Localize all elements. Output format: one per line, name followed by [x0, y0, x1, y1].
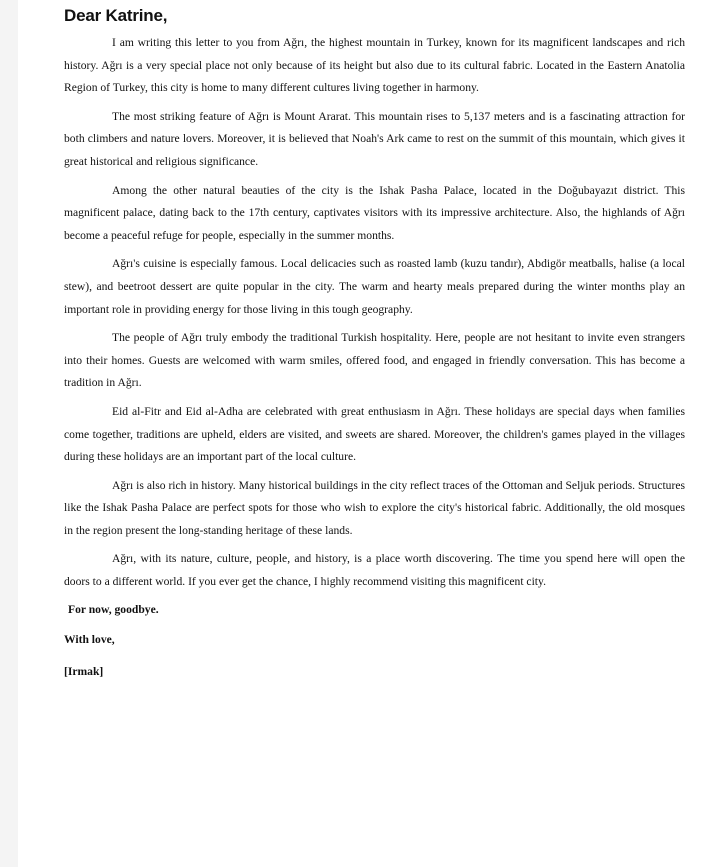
letter-sign-off: With love,: [64, 632, 115, 646]
letter-paragraph-natural-beauties: Among the other natural beauties of the city is the Ishak Pasha Palace, located in the Doğubayazıt district. This magnificent palace, dating back to the 17th century, captivates visitors with its impressive architecture. Also, the highlands of Ağrı become a peaceful refuge for people, especially in the summer months.: [64, 183, 685, 242]
letter-signature: [Irmak]: [64, 664, 104, 678]
letter-paragraph-intro: I am writing this letter to you from Ağrı, the highest mountain in Turkey, known for its magnificent landscapes and rich history. Ağrı is a very special place not only because of its height but also due to its cultural fabric. Located in the Eastern Anatolia Region of Turkey, this city is home to many different cultures living together in harmony.: [64, 36, 685, 95]
letter-paragraph-cuisine: Ağrı's cuisine is especially famous. Local delicacies such as roasted lamb (kuzu tandır), Abdigör meatballs, halise (a local stew), and beetroot dessert are quite popular in the city. The warm and hearty meals prepared during the winter months play an important role in providing energy for those living in this tough geography.: [64, 257, 685, 316]
letter-paragraph-mount-ararat: The most striking feature of Ağrı is Mount Ararat. This mountain rises to 5,137 meters and is a fascinating attraction for both climbers and nature lovers. Moreover, it is believed that Noah's Ark came to rest on the summit of this mountain, which gives it great historical and religious significance.: [64, 109, 685, 168]
letter-page: [18, 0, 703, 867]
letter-greeting: Dear Katrine,: [64, 6, 168, 25]
letter-paragraph-hospitality: The people of Ağrı truly embody the traditional Turkish hospitality. Here, people are not hesitant to invite even strangers into their homes. Guests are welcomed with warm smiles, offered food, and engaged in friendly conversation. This has become a tradition in Ağrı.: [64, 331, 685, 390]
letter-closing-line: For now, goodbye.: [68, 602, 159, 616]
letter-paragraph-conclusion: Ağrı, with its nature, culture, people, and history, is a place worth discovering. The time you spend here will open the doors to a different world. If you ever get the chance, I highly recommend visiting this magnificent city.: [64, 552, 685, 589]
letter-paragraph-holidays: Eid al-Fitr and Eid al-Adha are celebrated with great enthusiasm in Ağrı. These holidays are special days when families come together, traditions are upheld, elders are visited, and sweets are shared. Moreover, the children's games played in the villages during these holidays are an important part of the local culture.: [64, 404, 685, 464]
letter-paragraph-history: Ağrı is also rich in history. Many historical buildings in the city reflect traces of the Ottoman and Seljuk periods. Structures like the Ishak Pasha Palace are perfect spots for those who wish to explore the city's historical fabric. Additionally, the old mosques in the region present the long-standing heritage of these lands.: [64, 478, 685, 537]
